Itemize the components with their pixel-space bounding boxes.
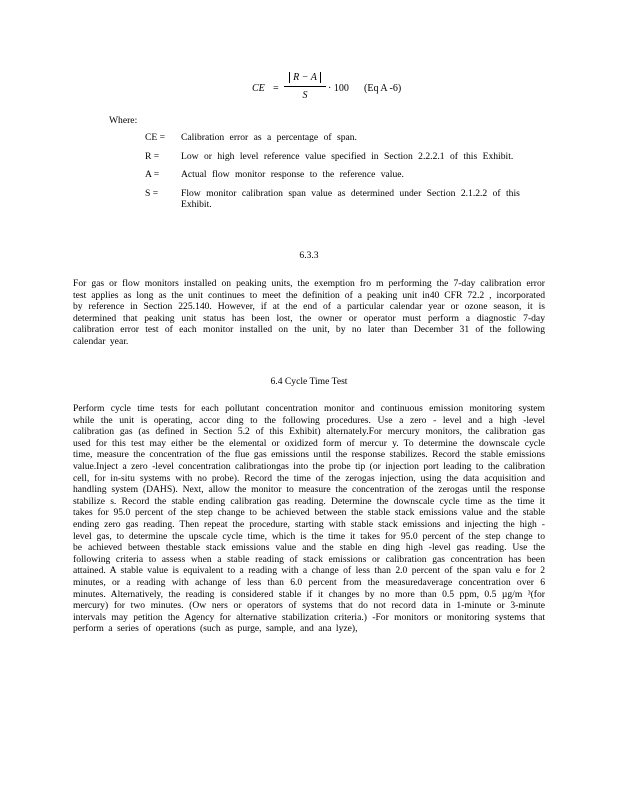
section-6-3-3-paragraph: For gas or flow monitors installed on peaking units, the exemption fro m performing the 7-day calibration error test applies as long as the unit continues to meet the definition of a peaking unit in40 CFR 72.2 , incorporated by reference in Section 225.140. However, if at the end of a particular calendar year or ozone season, it is determined that peaking unit status has been lost, the owner or operator must perform a diagnostic 7-day calibration error test of each monitor installed on the unit, by no later than December 31 of the following calendar year.: [73, 278, 545, 347]
definition-text: Flow monitor calibration span value as determined under Section 2.1.2.2 of this Exhibit.: [181, 187, 520, 211]
definition-symbol: A =: [145, 169, 160, 181]
definition-text: Actual flow monitor response to the reference value.: [181, 169, 404, 181]
calibration-error-equation: [252, 72, 472, 106]
equation-denominator: S: [302, 89, 308, 101]
definition-list: [145, 132, 525, 218]
section-6-4-paragraph: Perform cycle time tests for each pollutant concentration monitor and continuous emission monitoring system while the unit is operating, accor ding to the following procedures. Use a zero - level and a high -level calibration gas (as defined in Section 5.2 of this Exhibit) alternately.For mercury monitors, the calibration gas used for this test may either be the elemental or oxidized form of mercur y. To determine the downscale cycle time, measure the concentration of the flue gas emissions until the response stabilizes. Record the stable emissions value.Inject a zero -level concentration calibrationgas into the probe tip (or injection port leading to the calibration cell, for in-situ systems with no probe). Record the time of the zerogas injection, using the data acquisition and handling system (DAHS). Next, allow the monitor to measure the concentration of the zerogas until the response stabilize s. Record the stable ending calibration gas reading. Determine the downscale cycle time as the time it takes for 95.0 percent of the step change to be achieved between the stable stack emissions value and the stable ending zero gas reading. Then repeat the procedure, starting with stable stack emissions and injecting the high - level gas, to determine the upscale cycle time, which is the time it takes for 95.0 percent of the step change to be achieved between thestable stack emissions value and the stable en ding high -level gas reading. Use the following criteria to assess when a stable reading of stack emissions or calibration gas concentration has been attained. A stable value is equivalent to a reading with a change of less than 2.0 percent of the span valu e for 2 minutes, or a reading with achange of less than 6.0 percent from the measuredaverage concentration over 6 minutes. Alternatively, the reading is considered stable if it changes by no more than 0.5 ppm, 0.5 µg/m ³(for mercury) for two minutes. (Ow ners or operators of systems that do not record data in 1-minute or 3-minute intervals may petition the Agency for alternative stabilization criteria.) -For monitors or monitoring systems that perform a series of operations (such as purge, sample, and ana lyze),: [73, 403, 545, 635]
section-heading-6-4: 6.4 Cycle Time Test: [270, 376, 348, 387]
equation-numerator: R − A: [284, 72, 326, 87]
where-label: Where:: [109, 115, 138, 126]
definition-text: Calibration error as a percentage of span.: [181, 132, 357, 143]
equation-multiplier: · 100: [328, 83, 349, 94]
definition-symbol: R =: [145, 150, 160, 162]
section-heading-6-3-3: 6.3.3: [299, 250, 319, 261]
definition-item: [145, 188, 525, 211]
equation-equals: =: [273, 83, 279, 94]
definition-item: [145, 132, 525, 144]
equation-label: (Eq A -6): [364, 83, 402, 94]
equation-lhs: CE: [252, 83, 265, 94]
definition-symbol: CE =: [145, 132, 166, 143]
definition-item: [145, 151, 525, 163]
equation-fraction: [284, 72, 326, 101]
definition-item: [145, 169, 525, 181]
definition-text: Low or high level reference value specified in Section 2.2.2.1 of this Exhibit.: [181, 150, 514, 162]
definition-symbol: S =: [145, 187, 159, 199]
